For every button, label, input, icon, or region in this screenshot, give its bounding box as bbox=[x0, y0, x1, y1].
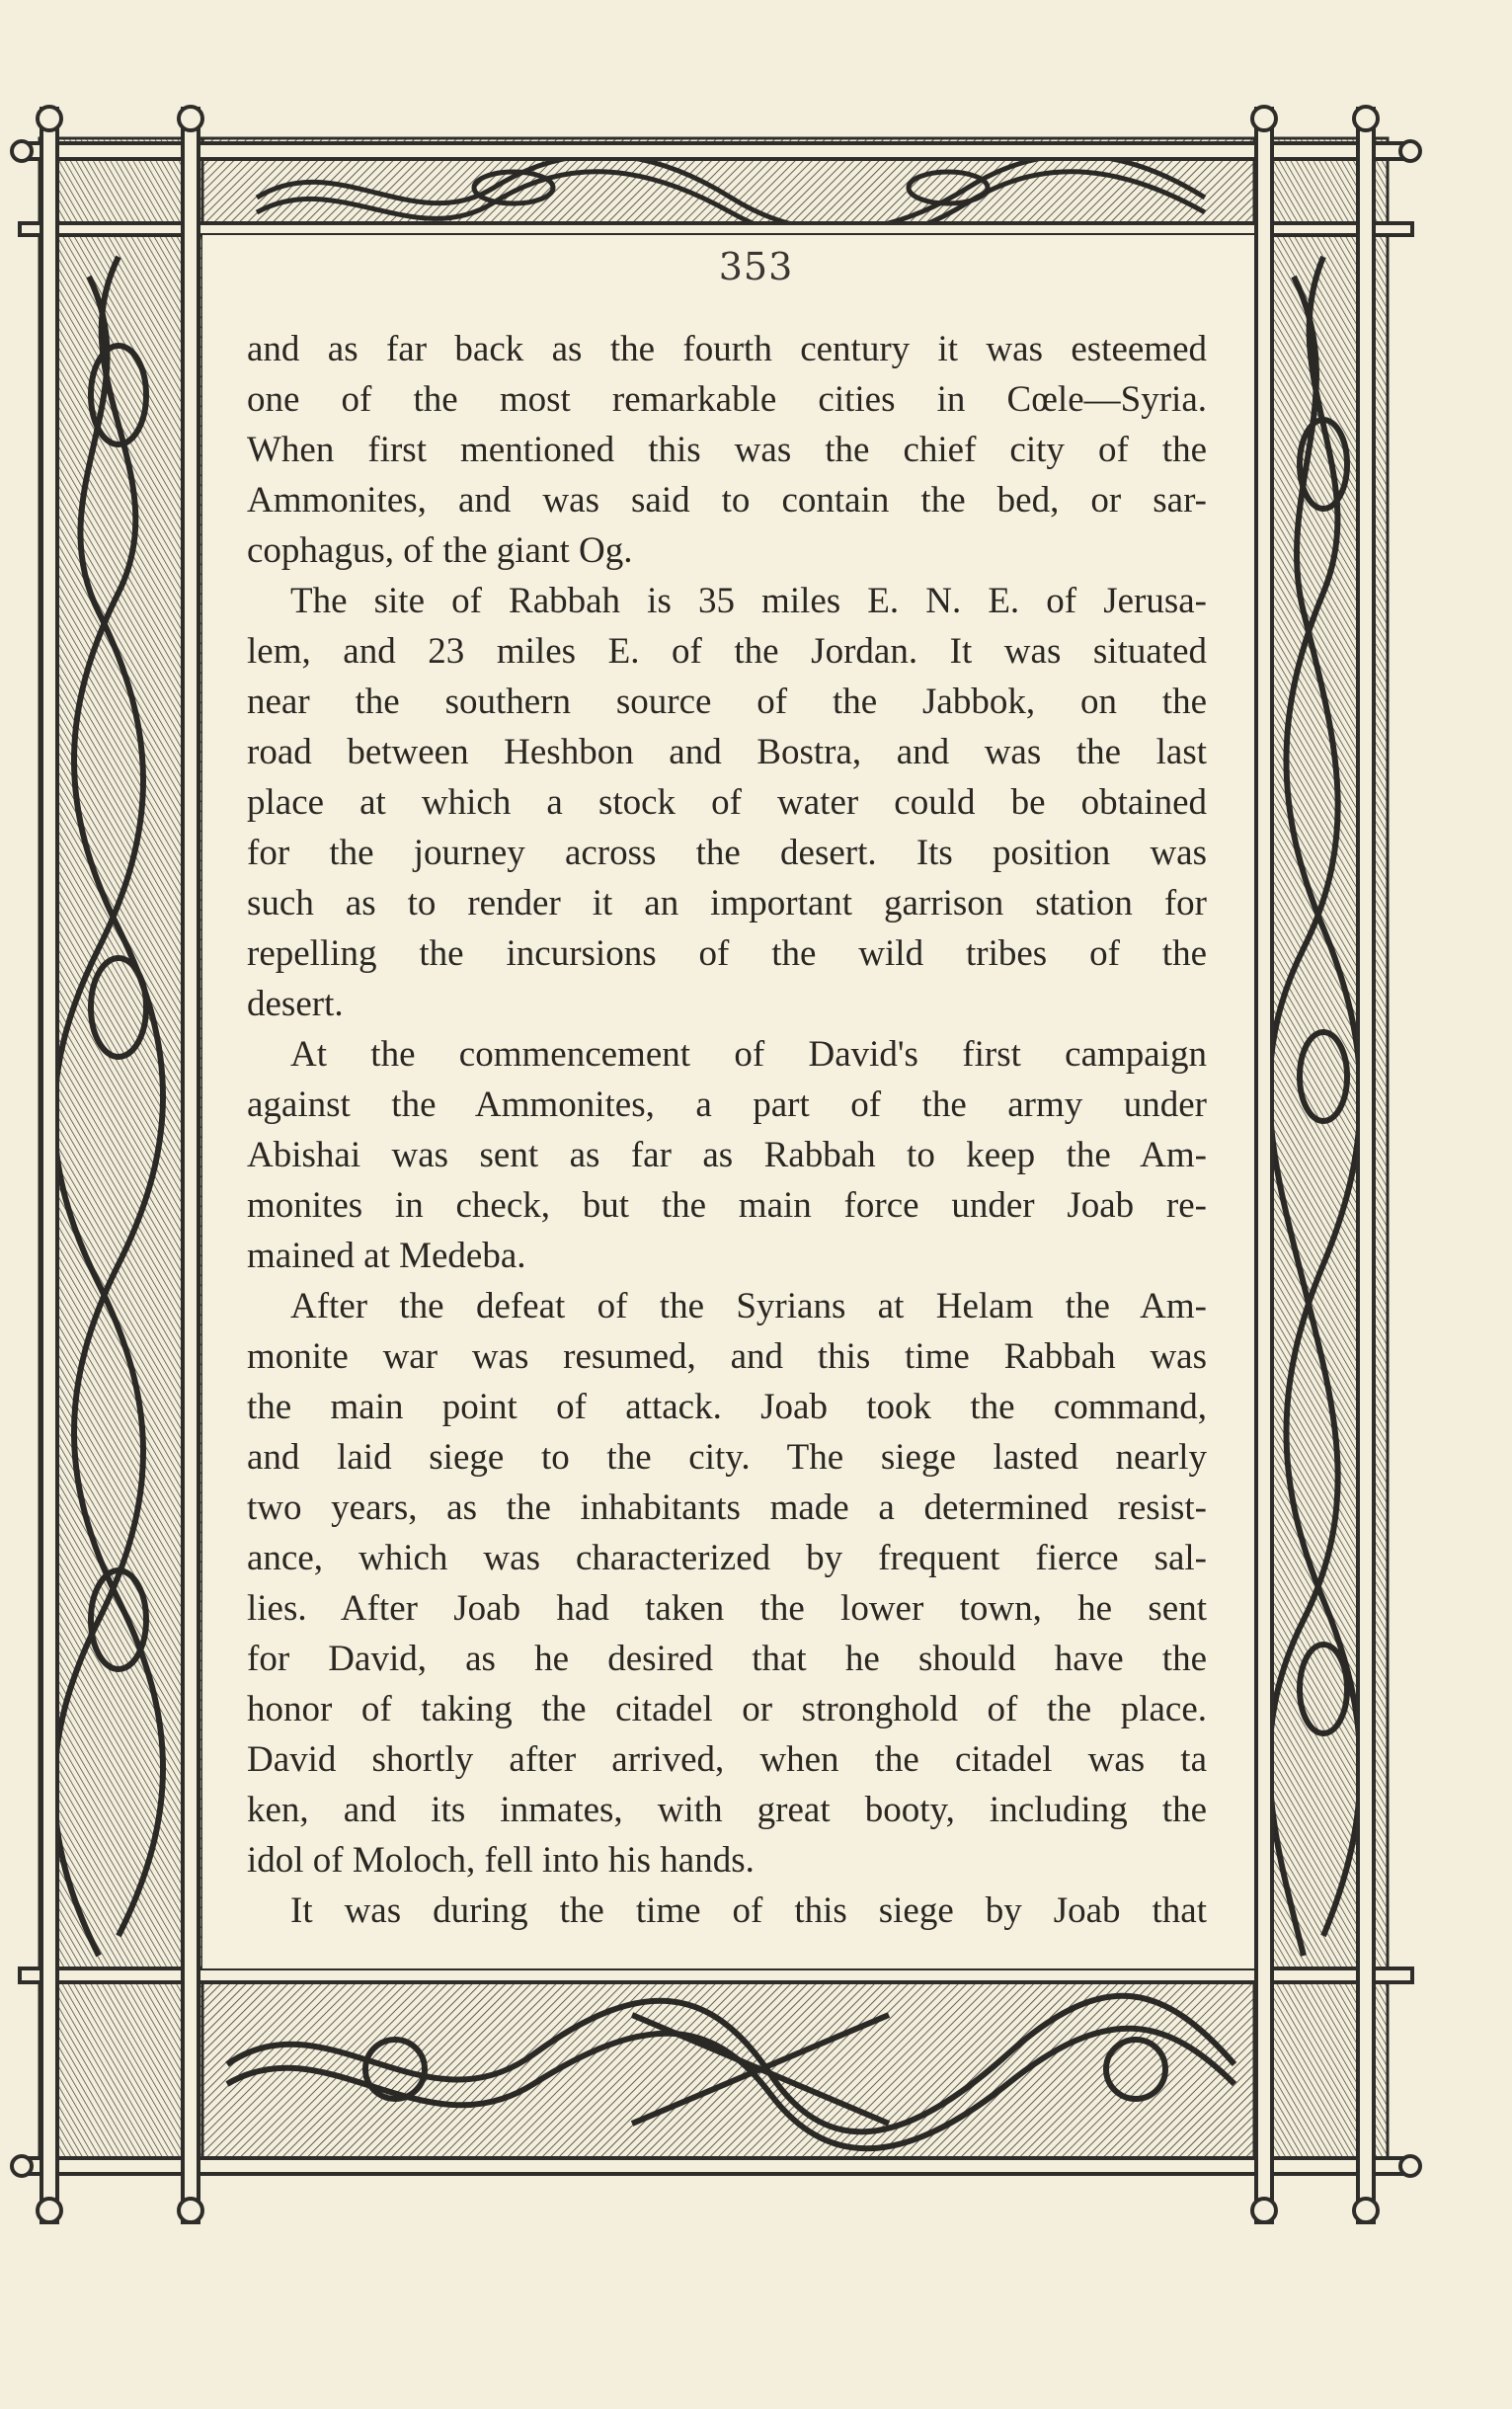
text-line: road between Heshbon and Bostra, and was the last bbox=[247, 732, 1207, 772]
text-line: for David, as he desired that he should have the bbox=[247, 1639, 1207, 1679]
text-line: ken, and its inmates, with great booty, including the bbox=[247, 1790, 1207, 1830]
text-line: and as far back as the fourth century it was esteemed bbox=[247, 329, 1207, 369]
page-number: 353 bbox=[718, 245, 794, 288]
text-line: place at which a stock of water could be obtained bbox=[247, 782, 1207, 823]
text-line: such as to render it an important garrison station for bbox=[247, 883, 1207, 923]
text-line: for the journey across the desert. Its position was bbox=[247, 833, 1207, 873]
text-line: It was during the time of this siege by Joab that bbox=[290, 1890, 1207, 1931]
text-line: two years, as the inhabitants made a determined resist- bbox=[247, 1487, 1207, 1528]
text-line: After the defeat of the Syrians at Helam the Am- bbox=[290, 1286, 1207, 1326]
text-line: When first mentioned this was the chief city of the bbox=[247, 430, 1207, 470]
text-line: mained at Medeba. bbox=[247, 1236, 526, 1276]
text-line: monite war was resumed, and this time Rabbah was bbox=[247, 1336, 1207, 1377]
text-line: honor of taking the citadel or stronghold of the place. bbox=[247, 1689, 1207, 1729]
text-line: one of the most remarkable cities in Cœle—Syria. bbox=[247, 379, 1207, 420]
text-line: The site of Rabbah is 35 miles E. N. E. of Jerusa- bbox=[290, 581, 1207, 621]
text-line: monites in check, but the main force under Joab re- bbox=[247, 1185, 1207, 1226]
text-line: against the Ammonites, a part of the army under bbox=[247, 1084, 1207, 1125]
text-line: cophagus, of the giant Og. bbox=[247, 530, 633, 571]
text-line: repelling the incursions of the wild tribes of the bbox=[247, 933, 1207, 974]
body-text bbox=[247, 324, 1207, 1936]
text-line: idol of Moloch, fell into his hands. bbox=[247, 1840, 755, 1881]
text-line: Ammonites, and was said to contain the bed, or sar- bbox=[247, 480, 1207, 521]
text-line: ance, which was characterized by frequent fierce sal- bbox=[247, 1538, 1207, 1578]
text-line: the main point of attack. Joab took the command, bbox=[247, 1387, 1207, 1427]
text-line: David shortly after arrived, when the citadel was ta bbox=[247, 1739, 1207, 1780]
text-line: near the southern source of the Jabbok, on the bbox=[247, 682, 1207, 722]
text-line: Abishai was sent as far as Rabbah to keep the Am- bbox=[247, 1135, 1207, 1175]
text-line: lies. After Joab had taken the lower town, he sent bbox=[247, 1588, 1207, 1629]
text-line: lem, and 23 miles E. of the Jordan. It was situated bbox=[247, 631, 1207, 672]
text-line: desert. bbox=[247, 984, 344, 1024]
text-line: and laid siege to the city. The siege lasted nearly bbox=[247, 1437, 1207, 1478]
text-line: At the commencement of David's first campaign bbox=[290, 1034, 1207, 1075]
